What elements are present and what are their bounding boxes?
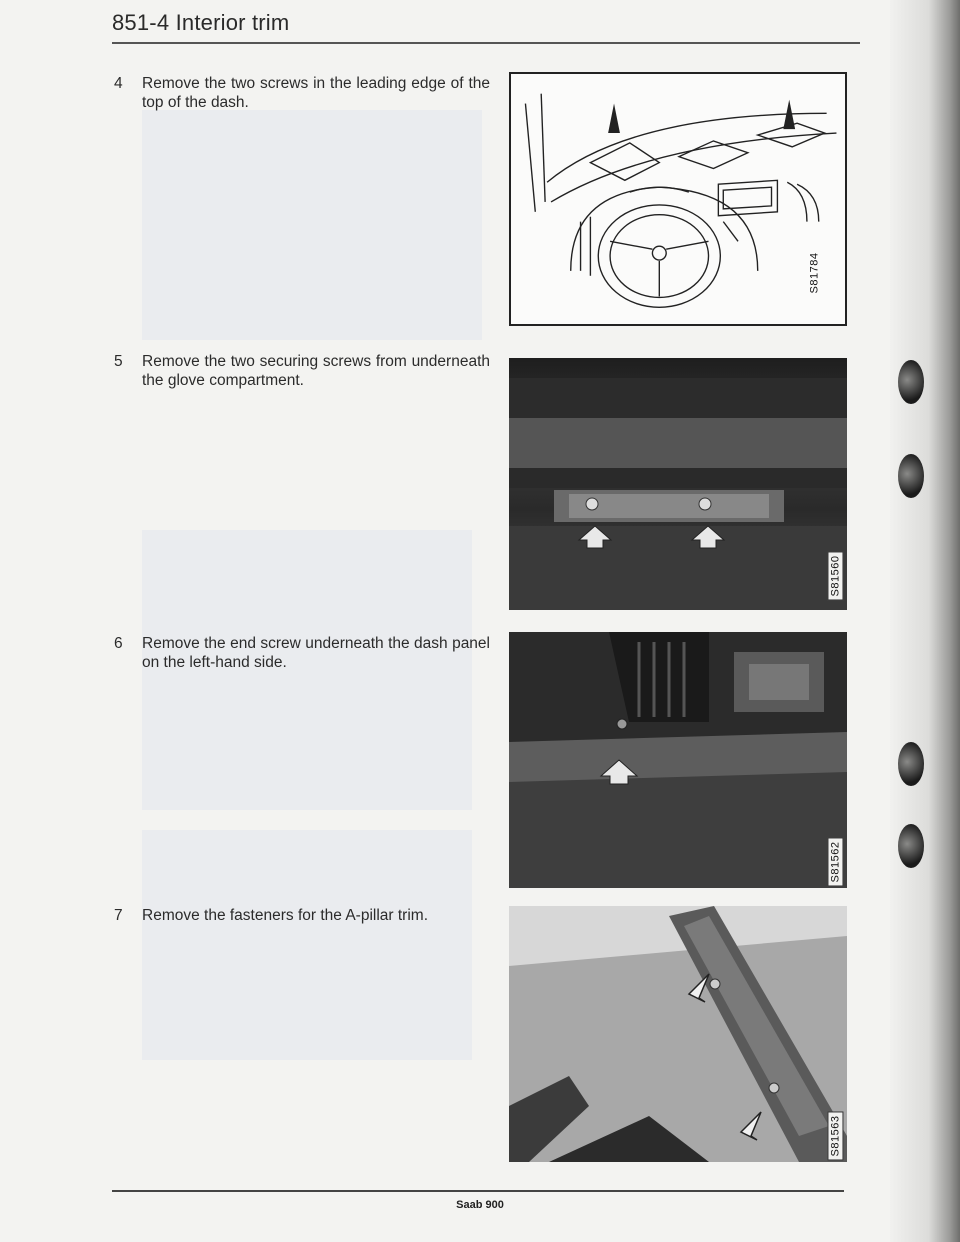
step-text: Remove the two securing screws from underneath the glove compartment. [142,353,490,389]
footer-rule [112,1190,844,1192]
figure-code: S81560 [827,552,843,601]
figure-code: S81562 [827,838,843,887]
figure-code: S81563 [827,1112,843,1161]
step-number: 6 [114,635,123,652]
binding-hole [898,824,924,868]
end-screw-photo [509,632,847,888]
step-4 [114,74,490,112]
step-number: 7 [114,907,123,924]
binding-hole [898,742,924,786]
step-7 [114,906,490,925]
dash-drawing [511,74,845,324]
figure-dash-top-drawing [509,72,847,326]
show-through-area-1 [142,110,482,340]
step-text: Remove the end screw underneath the dash panel on the left-hand side. [142,635,490,671]
figure-code: S81784 [808,252,821,294]
step-5 [114,352,490,390]
page-title: 851-4 Interior trim [112,10,290,35]
glovebox-photo [509,358,847,610]
page-edge-shadow [890,0,960,1242]
step-text: Remove the two screws in the leading edge of the top of the dash. [142,75,490,111]
binding-hole [898,454,924,498]
show-through-area-3 [142,830,472,1060]
footer-label: Saab 900 [456,1199,504,1211]
step-number: 5 [114,353,123,370]
figure-glovebox-photo [509,358,847,610]
figure-end-screw-photo [509,632,847,888]
step-text: Remove the fasteners for the A-pillar trim. [142,907,429,924]
binding-hole [898,360,924,404]
step-number: 4 [114,75,123,92]
a-pillar-photo [509,906,847,1162]
step-6 [114,634,490,672]
header-rule [112,42,860,44]
figure-a-pillar-photo [509,906,847,1162]
